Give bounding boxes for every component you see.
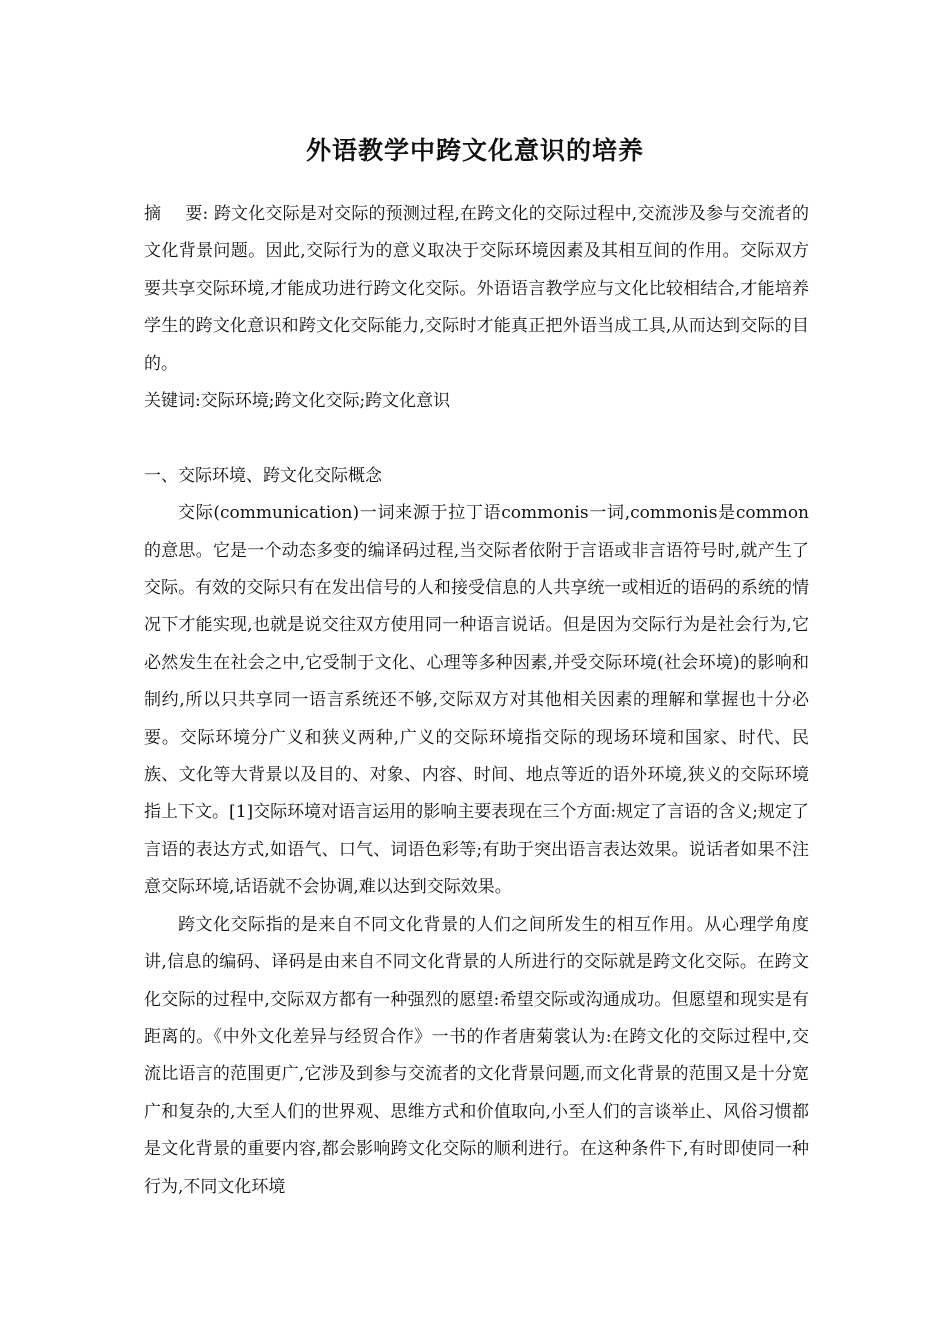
section-heading: 一、交际环境、跨文化交际概念 (144, 465, 382, 486)
body-paragraph-2: 跨文化交际指的是来自不同文化背景的人们之间所发生的相互作用。从心理学角度讲,信息的编码、译码是由来自不同文化背景的人所进行的交际就是跨文化交际。在跨文化交际的过程中,交际双方都有一种强烈的愿望:希望交际或沟通成功。但愿望和现实是有距离的。《中外文化差异与经贸合作》一书的作者唐菊裳认为:在跨文化的交际过程中,交流比语言的范围更广,它涉及到参与交流者的文化背景问题,而文化背景的范围又是十分宽广和复杂的,大至人们的世界观、思维方式和价值取向,小至人们的言谈举止、风俗习惯都是文化背景的重要内容,都会影响跨文化交际的顺利进行。在这种条件下,有时即使同一种行为,不同文化环境 (144, 914, 809, 1197)
document-body (144, 196, 809, 1206)
abstract-paragraph (144, 196, 809, 383)
abstract-label-a: 摘 (144, 204, 162, 224)
keywords-line: 关键词:交际环境;跨文化交际;跨文化意识 (144, 391, 451, 412)
body-paragraph-1: 交际(communication)一词来源于拉丁语commonis一词,commonis是common的意思。它是一个动态多变的编译码过程,当交际者依附于言语或非言语符号时,就产生了交际。有效的交际只有在发出信号的人和接受信息的人共享统一或相近的语码的系统的情况下才能实现,也就是说交往双方使用同一种语言说话。但是因为交际行为是社会行为,它必然发生在社会之中,它受制于文化、心理等多种因素,并受交际环境(社会环境)的影响和制约,所以只共享同一语言系统还不够,交际双方对其他相关因素的理解和掌握也十分必要。交际环境分广义和狭义两种,广义的交际环境指交际的现场环境和国家、时代、民族、文化等大背景以及目的、对象、内容、时间、地点等近的语外环境,狭义的交际环境指上下文。[1]交际环境对语言运用的影响主要表现在三个方面:规定了言语的含义;规定了言语的表达方式,如语气、口气、词语色彩等;有助于突出语言表达效果。说话者如果不注意交际环境,话语就不会协调,难以达到交际效果。 (144, 503, 809, 898)
abstract-label-b: 要: (185, 204, 209, 224)
blank-line (144, 420, 809, 457)
document-title: 外语教学中跨文化意识的培养 (305, 136, 644, 165)
abstract-text: 跨文化交际是对交际的预测过程,在跨文化的交际过程中,交流涉及参与交流者的文化背景问题。因此,交际行为的意义取决于交际环境因素及其相互间的作用。交际双方要共享交际环境,才能成功进行跨文化交际。外语语言教学应与文化比较相结合,才能培养学生的跨文化意识和跨文化交际能力,交际时才能真正把外语当成工具,从而达到交际的目的。 (144, 204, 810, 374)
